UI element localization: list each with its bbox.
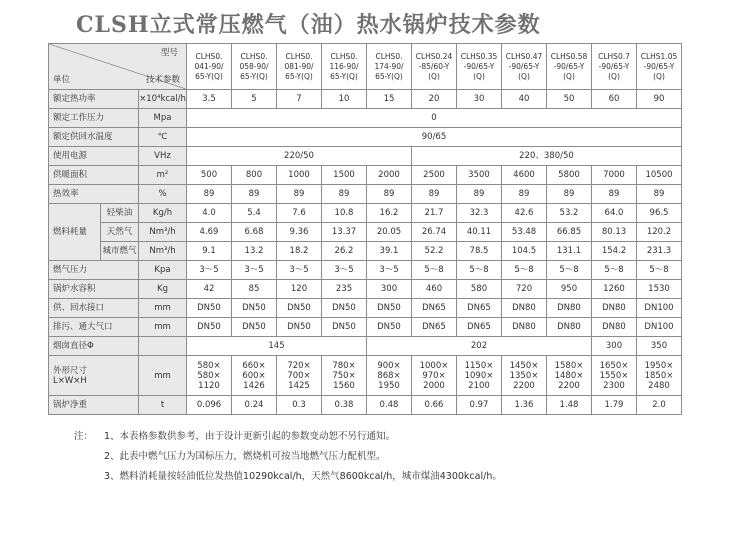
dimensions-unit: mm xyxy=(139,356,187,396)
header-corner xyxy=(49,44,187,90)
model-line: 65-Y(Q) xyxy=(240,71,268,81)
fuel-natural-gas-value: 53.48 xyxy=(502,223,547,242)
model-header xyxy=(457,44,502,90)
fuel-diesel-value: 4.0 xyxy=(187,204,232,223)
water-volume-value: 235 xyxy=(322,280,367,299)
model-line: (Q) xyxy=(473,71,485,81)
inlet-value: DN50 xyxy=(322,299,367,318)
pressure-unit: Mpa xyxy=(139,109,187,128)
inlet-value: DN50 xyxy=(367,299,412,318)
dimensions-line: 2000 xyxy=(423,380,445,391)
power-value: 15 xyxy=(367,90,412,109)
net-weight-value: 0.66 xyxy=(412,396,457,415)
power-unit: ×10⁴kcal/h xyxy=(139,90,187,109)
fuel-diesel-value: 10.8 xyxy=(322,204,367,223)
fuel-natural-gas-value: 40.11 xyxy=(457,223,502,242)
dimensions-value xyxy=(547,356,592,396)
table-row xyxy=(49,128,682,147)
fuel-unit: Kg/h xyxy=(139,204,187,223)
model-line: CLHS0.24 xyxy=(415,51,453,61)
water-volume-value: 1260 xyxy=(592,280,637,299)
gas-pressure-value: 5～8 xyxy=(637,261,682,280)
inlet-value: DN65 xyxy=(412,299,457,318)
fuel-city-gas-value: 78.5 xyxy=(457,242,502,261)
table-row xyxy=(49,90,682,109)
drain-value: DN50 xyxy=(322,318,367,337)
fuel-natural-gas-value: 6.68 xyxy=(232,223,277,242)
heating-area-value: 2000 xyxy=(367,166,412,185)
model-line: CLHS0. xyxy=(330,51,358,61)
fuel-city-gas-value: 26.2 xyxy=(322,242,367,261)
drain-value: DN50 xyxy=(187,318,232,337)
dimensions-value xyxy=(457,356,502,396)
net-weight-value: 0.48 xyxy=(367,396,412,415)
model-line: 65-Y(Q) xyxy=(330,71,358,81)
net-weight-value: 0.38 xyxy=(322,396,367,415)
model-header xyxy=(367,44,412,90)
heating-area-value: 800 xyxy=(232,166,277,185)
dimensions-line: 1000× xyxy=(419,360,449,371)
page-title: CLSH立式常压燃气（油）热水锅炉技术参数 xyxy=(76,12,541,38)
fuel-natural-gas-value: 20.05 xyxy=(367,223,412,242)
model-line: CLHS0.47 xyxy=(505,51,543,61)
fuel-unit: Nm³/h xyxy=(139,242,187,261)
drain-value: DN100 xyxy=(637,318,682,337)
model-header xyxy=(502,44,547,90)
gas-pressure-value: 3～5 xyxy=(322,261,367,280)
model-line: 65-Y(Q) xyxy=(375,71,403,81)
heating-area-label: 供暖面积 xyxy=(49,166,139,185)
water-volume-value: 720 xyxy=(502,280,547,299)
power-value: 3.5 xyxy=(187,90,232,109)
fuel-diesel-value: 96.5 xyxy=(637,204,682,223)
note-3: 3、燃料消耗量按轻油低位发热值10290kcal/h，天然气8600kcal/h，城市煤油4300kcal/h。 xyxy=(104,471,502,482)
efficiency-value: 89 xyxy=(412,185,457,204)
chimney-label: 烟囱直径Φ xyxy=(49,337,139,356)
fuel-diesel-value: 42.6 xyxy=(502,204,547,223)
model-header xyxy=(592,44,637,90)
model-header xyxy=(277,44,322,90)
dimensions-line: 1950 xyxy=(378,380,400,391)
inlet-value: DN80 xyxy=(502,299,547,318)
temp-unit: ℃ xyxy=(139,128,187,147)
dimensions-line: 1150× xyxy=(464,360,494,371)
efficiency-label: 热效率 xyxy=(49,185,139,204)
pressure-value: 0 xyxy=(187,109,682,128)
heating-area-value: 3500 xyxy=(457,166,502,185)
fuel-natural-gas-value: 4.69 xyxy=(187,223,232,242)
chimney-value: 300 xyxy=(592,337,637,356)
net-weight-value: 0.97 xyxy=(457,396,502,415)
heating-area-value: 500 xyxy=(187,166,232,185)
dimensions-line: 580× xyxy=(197,370,221,381)
model-header xyxy=(547,44,592,90)
dimensions-line: 2200 xyxy=(558,380,580,391)
dimensions-line: 1480× xyxy=(554,370,584,381)
dimensions-line: 700× xyxy=(287,370,311,381)
inlet-value: DN65 xyxy=(457,299,502,318)
note-1: 1、本表格参数供参考，由于设计更新引起的参数变动恕不另行通知。 xyxy=(104,431,396,442)
fuel-label: 燃料耗量 xyxy=(49,204,101,261)
efficiency-value: 89 xyxy=(637,185,682,204)
fuel-natural-gas-value: 26.74 xyxy=(412,223,457,242)
net-weight-value: 0.096 xyxy=(187,396,232,415)
model-line: -85/60-Y xyxy=(418,61,450,71)
efficiency-unit: % xyxy=(139,185,187,204)
fuel-type-label: 轻柴油 xyxy=(101,204,139,223)
model-line: -90/65-Y xyxy=(598,61,630,71)
efficiency-value: 89 xyxy=(547,185,592,204)
table-row xyxy=(49,166,682,185)
fuel-city-gas-value: 52.2 xyxy=(412,242,457,261)
gas-pressure-value: 5～8 xyxy=(592,261,637,280)
table-row xyxy=(49,396,682,415)
water-volume-value: 1530 xyxy=(637,280,682,299)
dimensions-line: 1950× xyxy=(644,360,674,371)
dimensions-line: 600× xyxy=(242,370,266,381)
power-supply-value: 220/50 xyxy=(187,147,412,166)
power-value: 7 xyxy=(277,90,322,109)
model-line: 65-Y(Q) xyxy=(285,71,313,81)
dimensions-line: 1425 xyxy=(288,380,310,391)
drain-value: DN80 xyxy=(547,318,592,337)
dimensions-line: 1350× xyxy=(509,370,539,381)
water-volume-value: 85 xyxy=(232,280,277,299)
table-row xyxy=(49,261,682,280)
inlet-value: DN50 xyxy=(277,299,322,318)
table-row xyxy=(49,356,682,396)
efficiency-value: 89 xyxy=(277,185,322,204)
note-2: 2、此表中燃气压力为国标压力，燃烧机可按当地燃气压力配机型。 xyxy=(104,451,386,462)
net-weight-value: 1.36 xyxy=(502,396,547,415)
dimensions-value xyxy=(412,356,457,396)
drain-value: DN65 xyxy=(457,318,502,337)
heating-area-value: 4600 xyxy=(502,166,547,185)
spec-table xyxy=(48,43,682,415)
net-weight-value: 0.3 xyxy=(277,396,322,415)
efficiency-value: 89 xyxy=(232,185,277,204)
dimensions-line: 2100 xyxy=(468,380,490,391)
net-weight-value: 2.0 xyxy=(637,396,682,415)
dimensions-line: 868× xyxy=(377,370,401,381)
water-volume-value: 300 xyxy=(367,280,412,299)
gas-pressure-value: 5～8 xyxy=(547,261,592,280)
model-line: CLHS0. xyxy=(285,51,313,61)
fuel-natural-gas-value: 13.37 xyxy=(322,223,367,242)
net-weight-label: 锅炉净重 xyxy=(49,396,139,415)
inlet-value: DN100 xyxy=(637,299,682,318)
table-row xyxy=(49,242,682,261)
dimensions-value xyxy=(592,356,637,396)
model-header xyxy=(187,44,232,90)
model-line: 081-90/ xyxy=(284,61,314,71)
chimney-value: 145 xyxy=(187,337,367,356)
dimensions-line: 660× xyxy=(242,360,266,371)
table-row xyxy=(49,223,682,242)
inlet-value: DN50 xyxy=(232,299,277,318)
power-value: 30 xyxy=(457,90,502,109)
gas-pressure-unit: Kpa xyxy=(139,261,187,280)
power-value: 90 xyxy=(637,90,682,109)
fuel-city-gas-value: 18.2 xyxy=(277,242,322,261)
water-volume-value: 42 xyxy=(187,280,232,299)
fuel-diesel-value: 21.7 xyxy=(412,204,457,223)
inlet-label: 供、回水接口 xyxy=(49,299,139,318)
fuel-natural-gas-value: 66.85 xyxy=(547,223,592,242)
model-line: 058-90/ xyxy=(239,61,269,71)
model-header xyxy=(412,44,457,90)
dimensions-line: 1850× xyxy=(644,370,674,381)
gas-pressure-value: 5～8 xyxy=(457,261,502,280)
drain-value: DN50 xyxy=(367,318,412,337)
dimensions-label-2: L×W×H xyxy=(53,375,87,386)
table-row xyxy=(49,147,682,166)
notes-prefix: 注： xyxy=(74,431,94,442)
net-weight-value: 0.24 xyxy=(232,396,277,415)
dimensions-line: 1650× xyxy=(599,360,629,371)
power-supply-value: 220、380/50 xyxy=(412,147,682,166)
dimensions-label-1: 外形尺寸 xyxy=(53,365,88,376)
inlet-value: DN50 xyxy=(187,299,232,318)
dimensions-line: 900× xyxy=(377,360,401,371)
dimensions-line: 1560 xyxy=(333,380,355,391)
header-param-label: 技术参数 xyxy=(145,75,180,85)
dimensions-line: 1090× xyxy=(464,370,494,381)
heating-area-value: 1000 xyxy=(277,166,322,185)
water-volume-value: 580 xyxy=(457,280,502,299)
dimensions-line: 720× xyxy=(287,360,311,371)
gas-pressure-label: 燃气压力 xyxy=(49,261,139,280)
fuel-unit: Nm³/h xyxy=(139,223,187,242)
table-row xyxy=(49,299,682,318)
fuel-natural-gas-value: 80.13 xyxy=(592,223,637,242)
fuel-city-gas-value: 131.1 xyxy=(547,242,592,261)
drain-label: 排污、通大气口 xyxy=(49,318,139,337)
dimensions-line: 1120 xyxy=(198,380,220,391)
power-value: 5 xyxy=(232,90,277,109)
water-volume-value: 460 xyxy=(412,280,457,299)
drain-value: DN50 xyxy=(277,318,322,337)
dimensions-line: 1550× xyxy=(599,370,629,381)
model-line: CLHS0.58 xyxy=(550,51,588,61)
fuel-city-gas-value: 104.5 xyxy=(502,242,547,261)
model-line: CLHS0.35 xyxy=(460,51,498,61)
dimensions-line: 780× xyxy=(332,360,356,371)
power-supply-label: 使用电源 xyxy=(49,147,139,166)
power-value: 50 xyxy=(547,90,592,109)
power-value: 60 xyxy=(592,90,637,109)
dimensions-line: 1580× xyxy=(554,360,584,371)
dimensions-value xyxy=(232,356,277,396)
model-line: CLHS0. xyxy=(240,51,268,61)
heating-area-value: 7000 xyxy=(592,166,637,185)
gas-pressure-value: 3～5 xyxy=(232,261,277,280)
model-line: (Q) xyxy=(608,71,620,81)
fuel-diesel-value: 64.0 xyxy=(592,204,637,223)
temp-label: 额定供回水温度 xyxy=(49,128,139,147)
water-volume-value: 950 xyxy=(547,280,592,299)
model-header xyxy=(232,44,277,90)
table-row xyxy=(49,185,682,204)
dimensions-value xyxy=(322,356,367,396)
dimensions-line: 580× xyxy=(197,360,221,371)
dimensions-value xyxy=(367,356,412,396)
model-line: -90/65-Y xyxy=(508,61,540,71)
dimensions-line: 1450× xyxy=(509,360,539,371)
fuel-city-gas-value: 231.3 xyxy=(637,242,682,261)
model-line: -90/65-Y xyxy=(643,61,675,71)
chimney-value: 202 xyxy=(367,337,592,356)
inlet-unit: mm xyxy=(139,299,187,318)
efficiency-value: 89 xyxy=(367,185,412,204)
chimney-unit xyxy=(139,337,187,356)
water-volume-unit: Kg xyxy=(139,280,187,299)
table-row xyxy=(49,44,682,90)
model-line: (Q) xyxy=(428,71,440,81)
fuel-diesel-value: 7.6 xyxy=(277,204,322,223)
drain-value: DN80 xyxy=(592,318,637,337)
heating-area-value: 10500 xyxy=(637,166,682,185)
efficiency-value: 89 xyxy=(457,185,502,204)
dimensions-line: 2480 xyxy=(648,380,670,391)
table-row xyxy=(49,204,682,223)
header-model-label: 型号 xyxy=(160,48,178,58)
dimensions-line: 2200 xyxy=(513,380,535,391)
inlet-value: DN80 xyxy=(547,299,592,318)
fuel-city-gas-value: 39.1 xyxy=(367,242,412,261)
model-line: 041-90/ xyxy=(194,61,224,71)
temp-value: 90/65 xyxy=(187,128,682,147)
gas-pressure-value: 5～8 xyxy=(502,261,547,280)
efficiency-value: 89 xyxy=(502,185,547,204)
dimensions-line: 750× xyxy=(332,370,356,381)
power-value: 40 xyxy=(502,90,547,109)
power-value: 10 xyxy=(322,90,367,109)
efficiency-value: 89 xyxy=(592,185,637,204)
heating-area-value: 2500 xyxy=(412,166,457,185)
drain-value: DN80 xyxy=(502,318,547,337)
model-line: -90/65-Y xyxy=(553,61,585,71)
model-header xyxy=(637,44,682,90)
dimensions-value xyxy=(502,356,547,396)
fuel-city-gas-value: 9.1 xyxy=(187,242,232,261)
model-line: 116-90/ xyxy=(329,61,359,71)
fuel-natural-gas-value: 9.36 xyxy=(277,223,322,242)
dimensions-line: 2300 xyxy=(603,380,625,391)
power-supply-unit: VHz xyxy=(139,147,187,166)
drain-value: DN65 xyxy=(412,318,457,337)
gas-pressure-value: 3～5 xyxy=(277,261,322,280)
dimensions-value xyxy=(277,356,322,396)
dimensions-line: 1426 xyxy=(243,380,265,391)
net-weight-value: 1.48 xyxy=(547,396,592,415)
gas-pressure-value: 5～8 xyxy=(412,261,457,280)
model-line: (Q) xyxy=(518,71,530,81)
fuel-diesel-value: 32.3 xyxy=(457,204,502,223)
dimensions-line: 970× xyxy=(422,370,446,381)
heating-area-value: 1500 xyxy=(322,166,367,185)
table-row xyxy=(49,280,682,299)
table-row xyxy=(49,318,682,337)
drain-unit: mm xyxy=(139,318,187,337)
drain-value: DN50 xyxy=(232,318,277,337)
power-label: 额定热功率 xyxy=(49,90,139,109)
efficiency-value: 89 xyxy=(322,185,367,204)
fuel-natural-gas-value: 120.2 xyxy=(637,223,682,242)
water-volume-value: 120 xyxy=(277,280,322,299)
dimensions-value xyxy=(637,356,682,396)
fuel-type-label: 天然气 xyxy=(101,223,139,242)
net-weight-value: 1.79 xyxy=(592,396,637,415)
net-weight-unit: t xyxy=(139,396,187,415)
model-line: CLHS0.7 xyxy=(598,51,630,61)
model-line: (Q) xyxy=(653,71,665,81)
fuel-type-label: 城市燃气 xyxy=(101,242,139,261)
fuel-city-gas-value: 154.2 xyxy=(592,242,637,261)
heating-area-unit: m² xyxy=(139,166,187,185)
table-row xyxy=(49,337,682,356)
model-header xyxy=(322,44,367,90)
model-line: -90/65-Y xyxy=(463,61,495,71)
fuel-diesel-value: 53.2 xyxy=(547,204,592,223)
gas-pressure-value: 3～5 xyxy=(187,261,232,280)
fuel-diesel-value: 16.2 xyxy=(367,204,412,223)
gas-pressure-value: 3～5 xyxy=(367,261,412,280)
dimensions-label xyxy=(49,356,139,396)
notes xyxy=(74,430,502,490)
water-volume-label: 锅炉水容积 xyxy=(49,280,139,299)
chimney-value: 350 xyxy=(637,337,682,356)
efficiency-value: 89 xyxy=(187,185,232,204)
model-line: CLHS1.05 xyxy=(640,51,678,61)
inlet-value: DN80 xyxy=(592,299,637,318)
heating-area-value: 5800 xyxy=(547,166,592,185)
model-line: 65-Y(Q) xyxy=(195,71,223,81)
fuel-city-gas-value: 13.2 xyxy=(232,242,277,261)
pressure-label: 额定工作压力 xyxy=(49,109,139,128)
model-line: CLHS0. xyxy=(195,51,223,61)
dimensions-value xyxy=(187,356,232,396)
header-unit-label: 单位 xyxy=(53,75,71,85)
power-value: 20 xyxy=(412,90,457,109)
model-line: CLHS0. xyxy=(375,51,403,61)
fuel-diesel-value: 5.4 xyxy=(232,204,277,223)
model-line: (Q) xyxy=(563,71,575,81)
table-row xyxy=(49,109,682,128)
model-line: 174-90/ xyxy=(374,61,404,71)
